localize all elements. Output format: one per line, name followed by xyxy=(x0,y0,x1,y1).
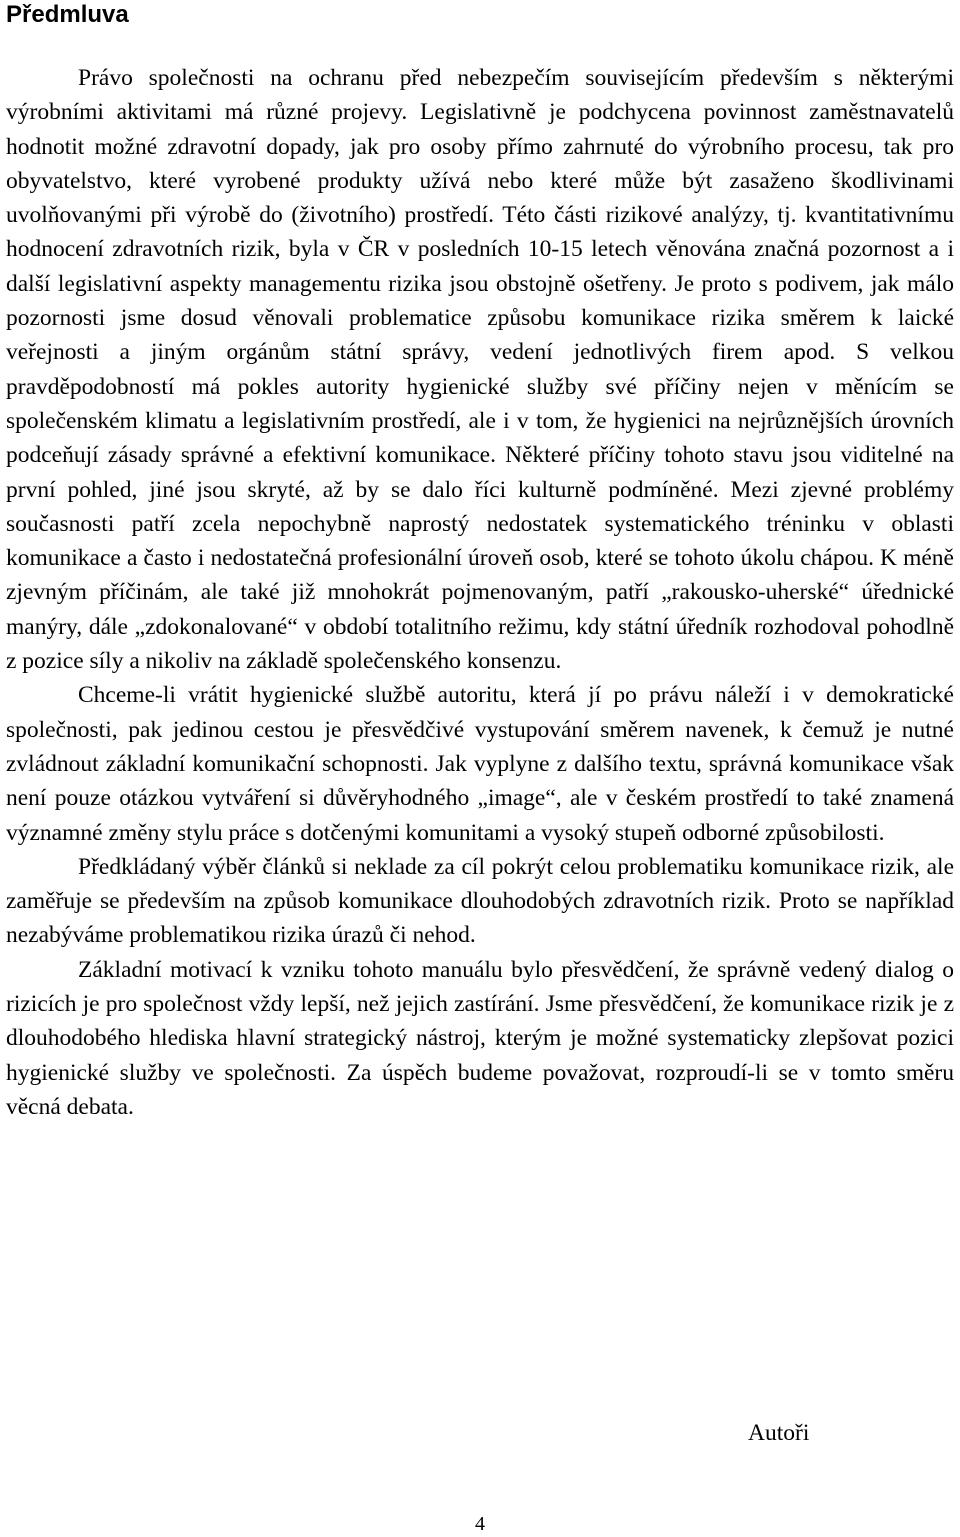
paragraph-4: Základní motivací k vzniku tohoto manuálu bylo přesvědčení, že správně vedený dialog o rizicích je pro společnost vždy lepší, než jejich zastírání. Jsme přesvědčení, že komunikace rizik je z dlouhodobého hlediska hlavní strategický nástroj, kterým je možné systematicky zlepšovat pozici hygienické služby ve společnosti. Za úspěch budeme považovat, rozproudí-li se v tomto směru věcná debata. xyxy=(6,956,954,1120)
paragraph-2: Chceme-li vrátit hygienické službě autoritu, která jí po právu náleží i v demokratické společnosti, pak jedinou cestou je přesvědčivé vystupování směrem navenek, k čemuž je nutné zvládnout základní komunikační schopnosti. Jak vyplyne z dalšího textu, správná komunikace však není pouze otázkou vytváření si důvěryhodného „image“, ale v českém prostředí to také znamená významné změny stylu práce s dotčenými komunitami a vysoký stupeň odborné způsobilosti. xyxy=(6,682,954,846)
authors-signature: Autoři xyxy=(748,1420,810,1446)
document-body xyxy=(6,61,954,1124)
paragraph-3: Předkládaný výběr článků si neklade za cíl pokrýt celou problematiku komunikace rizik, ale zaměřuje se především na způsob komunikace dlouhodobých zdravotních rizik. Proto se například nezabýváme problematikou rizika úrazů či nehod. xyxy=(6,853,954,949)
page-title: Předmluva xyxy=(6,1,129,28)
page-number: 4 xyxy=(475,1513,485,1535)
paragraph-1: Právo společnosti na ochranu před nebezpečím souvisejícím především s některými výrobními aktivitami má různé projevy. Legislativně je podchycena povinnost zaměstnavatelů hodnotit možné zdravotní dopady, jak pro osoby přímo zahrnuté do výrobního procesu, tak pro obyvatelstvo, které vyrobené produkty užívá nebo které může být zasaženo škodlivinami uvolňovanými při výrobě do (životního) prostředí. Této části rizikové analýzy, tj. kvantitativnímu hodnocení zdravotních rizik, byla v ČR v posledních 10-15 letech věnována značná pozornost a i další legislativní aspekty managementu rizika jsou obstojně ošetřeny. Je proto s podivem, jak málo pozornosti jsme dosud věnovali problematice způsobu komunikace rizika směrem k laické veřejnosti a jiným orgánům státní správy, vedení jednotlivých firem apod. S velkou pravděpodobností má pokles autority hygienické služby své příčiny nejen v měnícím se společenském klimatu a legislativním prostředí, ale i v tom, že hygienici na nejrůznějších úrovních podceňují zásady správné a efektivní komunikace. Některé příčiny tohoto stavu jsou viditelné na první pohled, jiné jsou skryté, až by se dalo říci kulturně podmíněné. Mezi zjevné problémy současnosti patří zcela nepochybně naprostý nedostatek systematického tréninku v oblasti komunikace a často i nedostatečná profesionální úroveň osob, které se tohoto úkolu chápou. K méně zjevným příčinám, ale také již mnohokrát pojmenovaným, patří „rakousko-uherské“ úřednické manýry, dále „zdokonalované“ v období totalitního režimu, kdy státní úředník rozhodoval pohodlně z pozice síly a nikoliv na základě společenského konsenzu. xyxy=(6,65,954,675)
